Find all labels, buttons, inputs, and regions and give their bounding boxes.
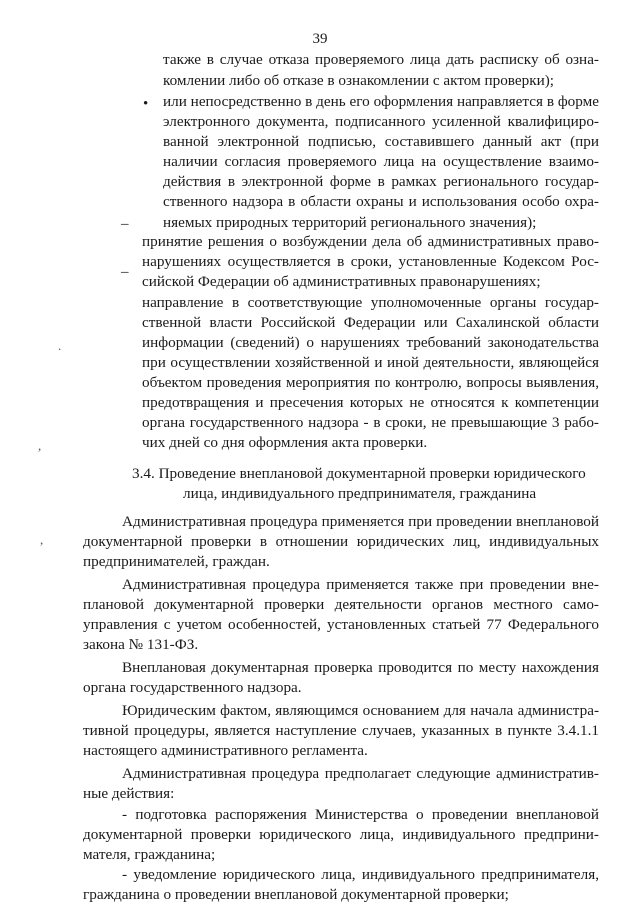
page-number: 39: [312, 31, 328, 47]
text-line: предотвращения и пресечения которых не относятся к компетенции: [142, 394, 599, 411]
text-line: документарной проверки в отношении юридических лиц, индивидуальных: [83, 533, 599, 550]
text-line: наличии согласия проверяемого лица на осуществление взаимо-: [163, 153, 599, 170]
text-line: плановой документарной проверки деятельности органов местного само-: [83, 596, 599, 613]
text-line: также в случае отказа проверяемого лица дать расписку об озна-: [163, 51, 599, 68]
text-line: информации (сведений) о нарушениях требований законодательства: [142, 334, 599, 351]
scan-mark: .: [58, 338, 62, 353]
text-line: ственного надзора в области охраны и использования особо охра-: [163, 193, 599, 210]
text-line: гражданина о проведении внеплановой документарной проверки;: [83, 886, 509, 903]
section-heading: 3.4. Проведение внеплановой документарной проверки юридического: [132, 465, 586, 482]
text-line: при осуществлении хозяйственной и иной деятельности, являющейся: [142, 354, 599, 371]
text-line: органа государственного надзора.: [83, 679, 302, 696]
text-line: действия в электронной форме в рамках регионального государ-: [163, 173, 599, 190]
text-line: чих дней со дня оформления акта проверки.: [142, 434, 428, 451]
text-line: или непосредственно в день его оформления направляется в форме: [163, 93, 599, 110]
text-line: принятие решения о возбуждении дела об административных право-: [142, 233, 599, 250]
text-line: тивной процедуры, является наступление случаев, указанных в пункте 3.4.1.1: [83, 722, 599, 739]
text-line: объектом проведения мероприятия по контролю, вопросы выявления,: [142, 374, 599, 391]
text-line: нарушениях осуществляется в сроки, установленные Кодексом Рос-: [142, 253, 599, 270]
text-line: Внеплановая документарная проверка проводится по месту нахождения: [122, 659, 599, 676]
text-line: няемых природных территорий регионального значения);: [163, 214, 537, 231]
text-line: мателя, гражданина;: [83, 846, 216, 863]
text-line: органа государственного надзора - в сроки, не превышающие 3 рабо-: [142, 414, 599, 431]
text-line: направление в соответствующие уполномоченные органы государ-: [142, 294, 599, 311]
scan-mark: ,: [40, 532, 44, 547]
text-line: электронного документа, подписанного усиленной квалифициро-: [163, 113, 599, 130]
scan-mark: ,: [38, 438, 42, 453]
text-line: закона № 131-ФЗ.: [83, 636, 199, 653]
text-line: ванной электронной подписью, составившего данный акт (при: [163, 133, 599, 150]
text-line: Юридическим фактом, являющимся основанием для начала администра-: [122, 702, 599, 719]
text-line: ные действия:: [83, 785, 175, 802]
bullet-dot: •: [143, 96, 149, 112]
text-line: предпринимателей, граждан.: [83, 553, 270, 570]
text-line: сийской Федерации об административных правонарушениях;: [142, 273, 541, 290]
text-line: Административная процедура предполагает следующие административ-: [122, 765, 599, 782]
text-line: комлении либо об отказе в ознакомлении с актом проверки);: [163, 72, 554, 89]
text-line: ственной власти Российской Федерации или Сахалинской области: [142, 314, 599, 331]
bullet-dash: –: [121, 216, 129, 232]
text-line: документарной проверки юридического лица, индивидуального предприни-: [83, 826, 599, 843]
text-line: Административная процедура применяется также при проведении вне-: [122, 576, 599, 593]
text-line: управления с учетом особенностей, установленных статьей 77 Федерального: [83, 616, 599, 633]
text-line: настоящего административного регламента.: [83, 742, 368, 759]
text-line: - уведомление юридического лица, индивидуального предпринимателя,: [122, 866, 599, 883]
text-line: - подготовка распоряжения Министерства о проведении внеплановой: [122, 806, 599, 823]
section-heading: лица, индивидуального предпринимателя, гражданина: [183, 485, 537, 502]
text-line: Административная процедура применяется при проведении внеплановой: [122, 513, 599, 530]
bullet-dash: –: [121, 264, 129, 280]
